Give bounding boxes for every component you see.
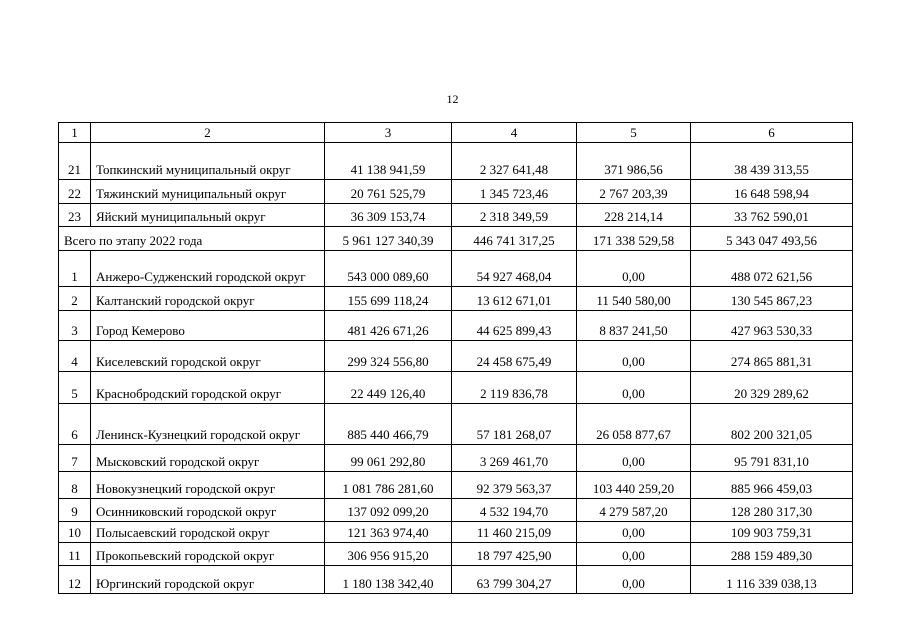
row-name: Новокузнецкий городской округ <box>91 472 325 499</box>
cell-col6: 128 280 317,30 <box>691 499 853 522</box>
row-name: Тяжинский муниципальный округ <box>91 180 325 204</box>
table-row <box>59 472 853 499</box>
cell-col4: 446 741 317,25 <box>452 227 577 251</box>
cell-col6: 20 329 289,62 <box>691 372 853 404</box>
header-row <box>59 123 853 143</box>
cell-col3: 1 081 786 281,60 <box>325 472 452 499</box>
cell-col5: 11 540 580,00 <box>577 287 691 311</box>
cell-col5: 8 837 241,50 <box>577 311 691 341</box>
table-row <box>59 143 853 180</box>
cell-col3: 41 138 941,59 <box>325 143 452 180</box>
cell-col6: 885 966 459,03 <box>691 472 853 499</box>
table-row <box>59 311 853 341</box>
cell-col6: 16 648 598,94 <box>691 180 853 204</box>
cell-col4: 24 458 675,49 <box>452 341 577 372</box>
row-name: Прокопьевский городской округ <box>91 543 325 566</box>
row-number: 10 <box>59 522 91 543</box>
table-row <box>59 566 853 594</box>
cell-col3: 885 440 466,79 <box>325 404 452 445</box>
header-cell: 4 <box>452 123 577 143</box>
row-name: Топкинский муниципальный округ <box>91 143 325 180</box>
table-row <box>59 499 853 522</box>
cell-col3: 36 309 153,74 <box>325 204 452 227</box>
cell-col4: 18 797 425,90 <box>452 543 577 566</box>
cell-col3: 299 324 556,80 <box>325 341 452 372</box>
row-name: Мысковский городской округ <box>91 445 325 472</box>
cell-col5: 0,00 <box>577 566 691 594</box>
table-row <box>59 341 853 372</box>
cell-col6: 288 159 489,30 <box>691 543 853 566</box>
row-name: Калтанский городской округ <box>91 287 325 311</box>
table-row <box>59 522 853 543</box>
row-name: Анжеро-Судженский городской округ <box>91 251 325 287</box>
cell-col4: 2 119 836,78 <box>452 372 577 404</box>
row-number: 9 <box>59 499 91 522</box>
total-label: Всего по этапу 2022 года <box>59 227 325 251</box>
cell-col5: 171 338 529,58 <box>577 227 691 251</box>
row-number: 21 <box>59 143 91 180</box>
cell-col6: 33 762 590,01 <box>691 204 853 227</box>
cell-col4: 11 460 215,09 <box>452 522 577 543</box>
cell-col5: 2 767 203,39 <box>577 180 691 204</box>
row-name: Город Кемерово <box>91 311 325 341</box>
header-cell: 2 <box>91 123 325 143</box>
row-name: Краснобродский городской округ <box>91 372 325 404</box>
row-number: 3 <box>59 311 91 341</box>
row-number: 1 <box>59 251 91 287</box>
cell-col3: 1 180 138 342,40 <box>325 566 452 594</box>
cell-col4: 13 612 671,01 <box>452 287 577 311</box>
cell-col5: 0,00 <box>577 341 691 372</box>
cell-col3: 137 092 099,20 <box>325 499 452 522</box>
cell-col4: 57 181 268,07 <box>452 404 577 445</box>
cell-col5: 371 986,56 <box>577 143 691 180</box>
cell-col3: 121 363 974,40 <box>325 522 452 543</box>
cell-col3: 99 061 292,80 <box>325 445 452 472</box>
row-number: 23 <box>59 204 91 227</box>
row-number: 7 <box>59 445 91 472</box>
cell-col6: 274 865 881,31 <box>691 341 853 372</box>
cell-col6: 1 116 339 038,13 <box>691 566 853 594</box>
header-cell: 6 <box>691 123 853 143</box>
cell-col4: 4 532 194,70 <box>452 499 577 522</box>
cell-col4: 54 927 468,04 <box>452 251 577 287</box>
cell-col5: 0,00 <box>577 445 691 472</box>
cell-col3: 155 699 118,24 <box>325 287 452 311</box>
row-number: 8 <box>59 472 91 499</box>
cell-col4: 63 799 304,27 <box>452 566 577 594</box>
cell-col6: 109 903 759,31 <box>691 522 853 543</box>
cell-col3: 481 426 671,26 <box>325 311 452 341</box>
table-row <box>59 372 853 404</box>
row-number: 12 <box>59 566 91 594</box>
cell-col4: 1 345 723,46 <box>452 180 577 204</box>
header-cell: 3 <box>325 123 452 143</box>
cell-col5: 26 058 877,67 <box>577 404 691 445</box>
cell-col4: 92 379 563,37 <box>452 472 577 499</box>
cell-col4: 2 327 641,48 <box>452 143 577 180</box>
cell-col3: 306 956 915,20 <box>325 543 452 566</box>
page-number: 12 <box>446 92 459 106</box>
cell-col4: 3 269 461,70 <box>452 445 577 472</box>
row-name: Полысаевский городской округ <box>91 522 325 543</box>
cell-col5: 0,00 <box>577 251 691 287</box>
row-number: 5 <box>59 372 91 404</box>
cell-col6: 130 545 867,23 <box>691 287 853 311</box>
cell-col4: 2 318 349,59 <box>452 204 577 227</box>
cell-col5: 4 279 587,20 <box>577 499 691 522</box>
row-number: 22 <box>59 180 91 204</box>
row-name: Киселевский городской округ <box>91 341 325 372</box>
row-name: Юргинский городской округ <box>91 566 325 594</box>
cell-col3: 543 000 089,60 <box>325 251 452 287</box>
table-row <box>59 287 853 311</box>
cell-col6: 5 343 047 493,56 <box>691 227 853 251</box>
header-cell: 5 <box>577 123 691 143</box>
row-name: Яйский муниципальный округ <box>91 204 325 227</box>
cell-col6: 95 791 831,10 <box>691 445 853 472</box>
data-table <box>58 122 853 594</box>
cell-col5: 228 214,14 <box>577 204 691 227</box>
table-row <box>59 251 853 287</box>
row-number: 4 <box>59 341 91 372</box>
total-row <box>59 227 853 251</box>
cell-col5: 103 440 259,20 <box>577 472 691 499</box>
table-row <box>59 543 853 566</box>
cell-col5: 0,00 <box>577 372 691 404</box>
header-cell: 1 <box>59 123 91 143</box>
cell-col6: 427 963 530,33 <box>691 311 853 341</box>
table-row <box>59 445 853 472</box>
cell-col3: 22 449 126,40 <box>325 372 452 404</box>
cell-col4: 44 625 899,43 <box>452 311 577 341</box>
table-row <box>59 404 853 445</box>
table-row <box>59 180 853 204</box>
row-name: Осинниковский городской округ <box>91 499 325 522</box>
row-number: 2 <box>59 287 91 311</box>
cell-col3: 20 761 525,79 <box>325 180 452 204</box>
row-name: Ленинск-Кузнецкий городской округ <box>91 404 325 445</box>
cell-col5: 0,00 <box>577 522 691 543</box>
cell-col3: 5 961 127 340,39 <box>325 227 452 251</box>
table-row <box>59 204 853 227</box>
cell-col6: 488 072 621,56 <box>691 251 853 287</box>
cell-col5: 0,00 <box>577 543 691 566</box>
row-number: 11 <box>59 543 91 566</box>
row-number: 6 <box>59 404 91 445</box>
cell-col6: 38 439 313,55 <box>691 143 853 180</box>
cell-col6: 802 200 321,05 <box>691 404 853 445</box>
